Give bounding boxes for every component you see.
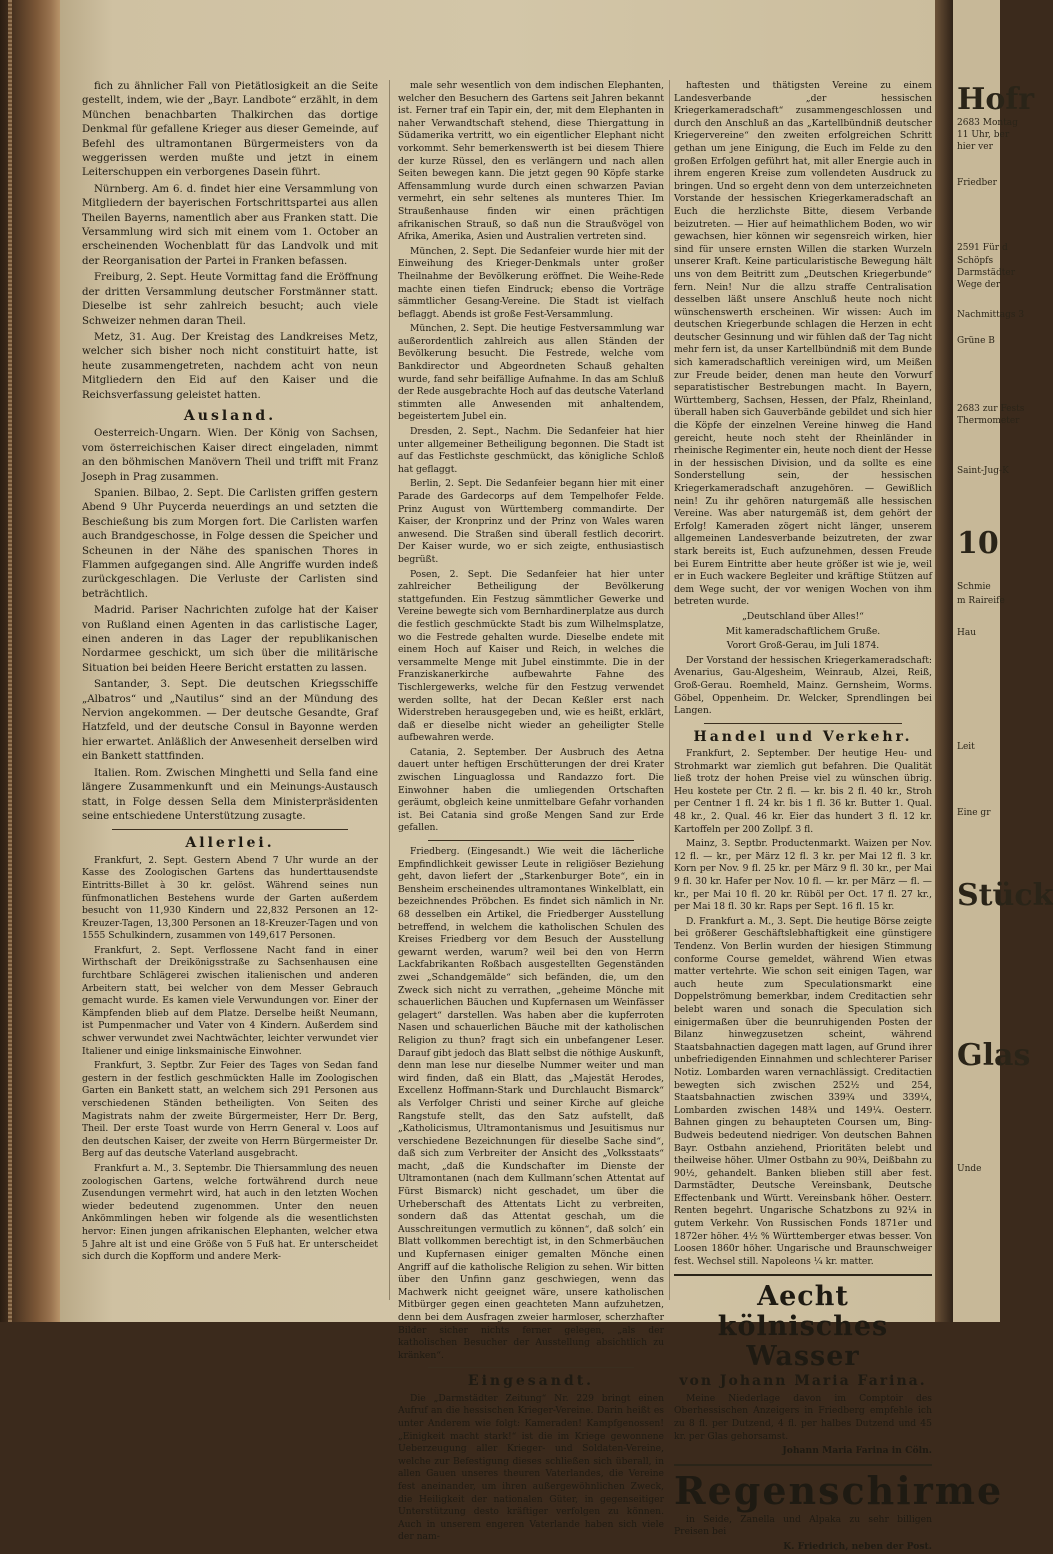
- facing-text: Schmie: [957, 582, 991, 592]
- section-heading-handel: Handel und Verkehr.: [693, 728, 913, 745]
- facing-text: m Raireife: [957, 596, 1005, 606]
- book-spine: [0, 0, 60, 1322]
- section-heading-eingesandt: Eingesandt.: [467, 1373, 595, 1390]
- article-paragraph: fich zu ähnlicher Fall von Pietätlosigkeit an die Seite gestellt, indem, wie der „Bayr. Landbote“ erzählt, in dem München benachbarten Thalkirchen das dortige Denkmal für gefallene Krieger aus dieser Gemeinde, auf Befehl des ultramontanen Bürgermeisters von da weggerissen werden mußte und jetzt in einem Leiterschuppen ein verborgenes Dasein führt.: [82, 81, 378, 179]
- signatories: Der Vorstand der hessischen Kriegerkameradschaft: Avenarius, Gau-Algesheim, Weinraub, Alzei, Reiß, Groß-Gerau. Roemheld, Mainz. Gernsheim, Worms. Göbel, Oppenheim. Dr. Welcker, Sprendlingen bei Langen.: [674, 654, 932, 717]
- article-paragraph: Die „Darmstädter Zeitung“ Nr. 229 bringt einen Aufruf an die hessischen Krieger-Vereine. Darin heißt es unter Anderem wie folgt: Kameraden! Kampfgenossen! „Einigkeit macht stark!“ ist die im Kriege gewonnene Ueberzeugung aller Krieger- und Soldaten-Vereine, welche zur Befestigung dieses schließen sich überall, in allen Gauen unseres theuren Vaterlandes, die Vereine fest aneinander, um ihren außergewöhnlichen Zweck, die Heiligkeit der nationalen Güter, in gegenseitiger Unterstützung desto kräftiger verfolgen zu können. Auch in unserem engeren Vaterlande haben sich viele der nam-: [398, 1392, 664, 1543]
- section-divider: [112, 829, 348, 830]
- article-paragraph: Posen, 2. Sept. Die Sedanfeier hat hier unter zahlreicher Betheiligung der Bevölkerung stattgefunden. Ein Festzug sämmtlicher Gewerke und Vereine bewegte sich vom Bernhardinerplatze aus durch die festlich geschmückte Stadt bis zum Wilhelmsplatze, wo die Festrede gehalten wurde. Dieselbe endete mit einem Hoch auf Kaiser und Reich, in welches die versammelte Menge mit Jubel einstimmte. Die in der Franziskanerkirche aufbewahrte Fahne des Tischlergewerks, welche für den Festzug verwendet werden sollte, hat der Decan Keßler erst nach Widerstreben herausgegeben und, wie es heißt, erklärt, daß er dieselbe nicht wieder an geheiligter Stelle aufbewahren werde.: [398, 568, 664, 744]
- article-paragraph: München, 2. Sept. Die Sedanfeier wurde hier mit der Einweihung des Krieger-Denkmals unter großer Theilnahme der Bevölkerung eröffnet. Die Weihe-Rede machte einen tiefen Eindruck; ebenso die Vorträge sämmtlicher Gesang-Vereine. Die Stadt ist vielfach beflaggt. Abends ist große Fest-Versammlung.: [398, 245, 664, 320]
- facing-text: Nachmittags 3: [957, 310, 1025, 320]
- section-heading-ausland: Ausland.: [183, 407, 277, 424]
- facing-text: Stück: [957, 878, 1053, 913]
- facing-text: Eine gr: [957, 808, 991, 818]
- page-edges: [8, 0, 12, 1322]
- facing-text: 2683 zur Fests: [957, 404, 1025, 414]
- article-paragraph: Spanien. Bilbao, 2. Sept. Die Carlisten griffen gestern Abend 9 Uhr Puycerda neuerdings an und setzten die Beschießung bis zum Morgen fort. Die Carlisten warfen auch Brandgeschosse, in Folge dessen die Speicher und Scheunen in der Nähe des spanischen Thores in Flammen aufgegangen sind. Alle Angriffe wurden indeß zurückgeschlagen. Die Verluste der Carlisten sind beträchtlich.: [82, 487, 378, 600]
- facing-text: Thermometer: [957, 416, 1020, 426]
- book-gutter: [935, 0, 953, 1322]
- article-paragraph: Madrid. Pariser Nachrichten zufolge hat der Kaiser von Rußland einen Agenten in das carlistische Lager, einen anderen in das Lager der republikanischen Nordarmee geschickt, um sich über die militärische Situation bei beiden Heere Bericht erstatten zu lassen.: [82, 605, 378, 674]
- facing-text: Saint-Jug-K: [957, 466, 1009, 476]
- article-paragraph: Oesterreich-Ungarn. Wien. Der König von Sachsen, vom österreichischen Kaiser direct eingeladen, nimmt an den böhmischen Manövern Theil und trifft mit Franz Joseph in Prag zusammen.: [82, 428, 378, 483]
- article-paragraph: Catania, 2. September. Der Ausbruch des Aetna dauert unter heftigen Erschütterungen der drei Krater zwischen Linguaglossa und Randazzo fort. Die Einwohner haben die umliegenden Ortschaften geräumt, obgleich keine unmittelbare Gefahr vorhanden ist. Bei Catania sind große Mengen Sand zur Erde gefallen.: [398, 746, 664, 834]
- ad-title: Regenschirme: [674, 1464, 932, 1512]
- article-paragraph: Italien. Rom. Zwischen Minghetti und Sella fand eine längere Zusammenkunft und ein Meinungs-Austausch statt, in Folge dessen Sella dem Ministerpräsidenten seine entschiedene Unterstützung zusagte.: [82, 767, 378, 822]
- ad-signature: K. Friedrich, neben der Post.: [783, 1541, 932, 1552]
- article-paragraph: München, 2. Sept. Die heutige Festversammlung war außerordentlich zahlreich aus allen Ständen der Bevölkerung besucht. Die Festrede, welche vom Bankdirector und Abgeordneten Schauß gehalten wurde, fand sehr beifällige Aufnahme. In das am Schluß der Rede ausgebrachte Hoch auf das deutsche Vaterland stimmten alle Anwesenden mit anhaltendem, begeistertem Jubel ein.: [398, 323, 664, 423]
- column-rule: [389, 80, 390, 1300]
- motto: „Deutschland über Alles!“: [742, 610, 864, 622]
- facing-text: Hofr: [957, 82, 1035, 117]
- facing-text: Schöpfs: [957, 256, 994, 266]
- facing-text: Unde: [957, 1164, 982, 1174]
- ad-text: in Seide, Zanella und Alpaka zu sehr billigen Preisen bei: [674, 1513, 932, 1538]
- article-paragraph: Freiburg, 2. Sept. Heute Vormittag fand die Eröffnung der dritten Versammlung deutscher Forstmänner statt. Dieselbe ist sehr zahlreich besucht; auch viele Schweizer nehmen daran Theil.: [82, 272, 378, 327]
- facing-text: Darmstädter: [957, 268, 1016, 278]
- facing-text: hier ver: [957, 142, 993, 152]
- section-divider: [428, 1367, 634, 1368]
- facing-text: 2683 Montag: [957, 118, 1018, 128]
- ad-subtitle: von Johann Maria Farina.: [679, 1373, 927, 1390]
- dateline: Vorort Groß-Gerau, im Juli 1874.: [726, 640, 880, 652]
- column-2: [398, 80, 664, 1543]
- section-divider: [704, 723, 902, 724]
- facing-text: 10: [957, 526, 999, 561]
- article-paragraph: Dresden, 2. Sept., Nachm. Die Sedanfeier hat hier unter allgemeiner Betheiligung begonnen. Die Stadt ist auf das Festlichste geschmückt, das königliche Schloß hat geflaggt.: [398, 426, 664, 475]
- market-report: Frankfurt, 2. September. Der heutige Heu- und Strohmarkt war ziemlich gut befahren. Die Qualität ließ trotz der hohen Preise viel zu wünschen übrig. Heu kostete per Ctr. 2 fl. — kr. bis 2 fl. 40 kr., Stroh per Centner 1 fl. 24 kr. bis 1 fl. 36 kr. Butter 1. Qual. 48 kr., 2. Qual. 46 kr. Eier das hundert 3 fl. 12 kr. Kartoffeln per 200 Zollpf. 3 fl.: [674, 748, 932, 835]
- facing-text: Friedber: [957, 178, 997, 188]
- article-paragraph: Metz, 31. Aug. Der Kreistag des Landkreises Metz, welcher sich bisher noch nicht constituirt hatte, ist heute zusammengetreten, nachdem acht von neun Mitgliedern den Eid auf den Kaiser und die Reichsverfassung geleistet hatten.: [82, 331, 378, 401]
- facing-text: Grüne B: [957, 336, 995, 346]
- ad-text: Meine Niederlage davon im Comptoir des Oberhessischen Anzeigers in Friedberg empfehle ich zu 8 fl. per Dutzend, 4 fl. per halbes Dutzend und 45 kr. per Glas gehorsamst.: [674, 1392, 932, 1442]
- article-paragraph: Berlin, 2. Sept. Die Sedanfeier begann hier mit einer Parade des Gardecorps auf dem Tempelhofer Felde. Prinz August von Württemberg commandirte. Der Kaiser, der Kronprinz und der Prinz von Wales waren anwesend. Die Straßen sind überall festlich decorirt. Der Kaiser wurde, wo er sich zeigte, enthusiastisch begrüßt.: [398, 478, 664, 565]
- ad-signature: Johann Maria Farina in Cöln.: [782, 1445, 932, 1457]
- greeting: Mit kameradschaftlichem Gruße.: [725, 625, 881, 637]
- article-paragraph: Frankfurt, 2. Sept. Gestern Abend 7 Uhr wurde an der Kasse des Zoologischen Gartens das hunderttausendste Eintritts-Billet à 30 kr. gelöst. Während seines nun fünfmonatlichen Bestehens wurde der Garten außerdem besucht von 11,930 Kindern und 22,832 Personen an 12-Kreuzer-Tagen, 13,300 Personen an 18-Kreuzer-Tagen und von 1555 Schulkindern, zusammen von 149,617 Personen.: [82, 854, 378, 942]
- facing-text: Leit: [957, 742, 975, 752]
- advertisement-umbrellas: [674, 1464, 1004, 1554]
- facing-text: Glas: [957, 1038, 1031, 1073]
- article-paragraph: Friedberg. (Eingesandt.) Wie weit die lächerliche Empfindlichkeit gewisser Leute in religiöser Beziehung geht, davon liefert der „Starkenburger Bote“, ein in Bensheim erscheinendes ultramontanes Winkelblatt, ein bezeichnendes Pröbchen. Es findet sich nämlich in Nr. 68 desselben ein Artikel, die Friedberger Ausstellung betreffend, in welchem die katholischen Schulen des Kreises Friedberg vor dem Besuch der Ausstellung gewarnt werden, warum? weil bei den von Herrn Lackfabrikanten Roßbach ausgestellten Gegenständen zwei „Schandgemälde“ sich befänden, die, um den Zweck sich nicht zu verrathen, „geheime Mönche mit schauerlichen Bäuchen und Kupfernasen um Weinfässer gelagert“ darstellen. Was haben aber die kupferroten Nasen und schauerlichen Bäuche mit der katholischen Religion zu thun? fragt sich ein unbefangener Leser. Darauf gibt jedoch das Blatt selbst die nöthige Auskunft, denn man lese nur dieselbe Nummer weiter und man wird finden, daß ein Blatt, das „Majestät Herodes, Excellenz Hoffmann-Stark und Durchlaucht Bismarck“ als Verfolger Christi und seiner Kirche auf gleiche Rangstufe stellt, das den Satz aufstellt, daß „Katholicismus, Ultramontanismus und Jesuitismus nur verschiedene Bezeichnungen für dieselbe Sache sind“, daß sich zum Verbreiter der Ansicht des „Volksstaats“ macht, „daß die Kundschafter im Dienste der Ultramontanen (nach dem Kullmann’schen Attentat auf Fürst Bismarck) nicht geschadet, um über die Urheberschaft des Attentats Licht zu verbreiten, sondern daß das Attentat geschah, um die Ausschreitungen vermutlich zu können“, daß solch’ ein Blatt vollkommen berechtigt ist, in den Schmerbäuchen und Kupfernasen einiger gemalten Mönche einen Angriff auf die katholische Religion zu sehen. Wir bitten über den Unfinn ganz geschwiegen, wenn das Machwerk nicht geeignet wäre, unsere katholischen Mitbürger gegen einen geachteten Mann aufzuhetzen, denn bei dem Ausfragen zweier harmloser, scherzhafter Bilder sicher nichts ferner gelegen, „als der katholischen Besucher der Ausstellung absichtlich zu kränken“.: [398, 846, 664, 1361]
- article-paragraph: haftesten und thätigsten Vereine zu einem Landesverbande „der hessischen Kriegerkameradschaft“ zusammengeschlossen und durch den Anschluß an das „Kartellbündniß deutscher Kriegervereine“ den zweiten erfolgreichen Schritt gethan um jene Einigung, die Euch im Felde zu den großen Erfolgen geführt hat, mit aller Energie auch in ihrem engeren Kreise zum vollendeten Ausdruck zu bringen. Und so ergeht denn von dem unterzeichneten Vorstande der hessischen Kriegerkameradschaft an Euch die herzlichste Bitte, diesem Verbande beizutreten. — Hier auf heimathlichem Boden, wo wir gewachsen, hier können wir segensreich wirken, hier sind für unsere ernsten Willen die starken Wurzeln unserer Kraft. Keine particularistische Bewegung hält uns von dem Beitritt zum „Deutschen Kriegerbunde“ fern. Nein! Nur die allzu straffe Centralisation desselben läßt unsere Anschluß heute noch nicht wünschenswerth erscheinen. Wir wissen: Auch im deutschen Kriegerbunde schlagen die Herzen in echt deutscher Gesinnung und wir fühlen daß der Tag nicht mehr fern ist, da unser Kartellbündniß mit dem Bunde sich kameradschaftlich vereinigen wird, um Meißen zur Freude beider, denen man heute den Vorwurf separatistischer Bestrebungen macht. In Bayern, Württemberg, Sachsen, Hessen, der Pfalz, Rheinland, überall haben sich Gauverbände gebildet und sich hier die Köpfe der einzelnen Vereine hinweg die Hand gereicht, heute noch steht der Rheinländer in rheinische Regimenter ein, heute noch dient der Hesse in der hessischen Division, und da sollte es eine Sonderstellung sein, der hessischen Kriegerkameradschaft anzugehören. — Gewißlich nein! Zu ihr gehören naturgemäß alle hessischen Vereine. Was aber naturgemäß ist, dem gehört der Erfolg! Kameraden zögert nicht länger, unserem allgemeinen Landesverbande beizutreten, der zwar stark bereits ist, Euch aufzunehmen, dessen Freude bei Eurem Eintritte aber heute größer ist wie je, weil er in Euch wackere Begleiter und kräftige Stützen auf dem Wege sucht, der vor wenigen Wochen von ihm betreten wurde.: [674, 80, 932, 608]
- market-report: Mainz, 3. Septbr. Productenmarkt. Waizen per Nov. 12 fl. — kr., per März 12 fl. 3 kr. per Mai 12 fl. 3 kr. Korn per Nov. 9 fl. 25 kr. per März 9 fl. 30 kr., per Mai 9 fl. 30 kr. Hafer per Nov. 10 fl. — kr. per März — fl. — kr., per Mai 10 fl. 20 kr. Rüböl per Oct. 17 fl. 27 kr., per Mai 18 fl. 30 kr. Raps per Sept. 16 fl. 15 kr.: [674, 838, 932, 913]
- section-divider: [428, 840, 634, 841]
- article-paragraph: male sehr wesentlich von dem indischen Elephanten, welcher den Besuchern des Gartens seit Jahren bekannt ist. Ferner traf ein Tapir ein, der, mit dem Elephanten in naher Verwandtschaft stehend, diese Thiergattung in Südamerika vertritt, wo ein eigentlicher Elephant nicht vorkommt. Sehr bemerkenswerth ist bei diesem Thiere der kurze Rüssel, den es verlängern und nach allen Seiten bewegen kann. Die jetzt gegen 90 Köpfe starke Affensammlung wurde durch einen schwarzen Pavian vermehrt, ein sehr seltenes als munteres Thier. Im Straußenhause finden wir einen prächtigen afrikanischen Strauß, so daß nun die Straußvögel von Afrika, Amerika, Asien und Australien vertreten sind.: [398, 80, 664, 243]
- article-paragraph: Frankfurt a. M., 3. Septembr. Die Thiersammlung des neuen zoologischen Gartens, welche fortwährend durch neue Zusendungen vermehrt wird, hat auch in den letzten Wochen wieder bedeutend zugenommen. Unter den neuen Ankömmlingen heben wir folgende als die wesentlichsten hervor: Einen jungen afrikanischen Elephanten, welcher etwa 5 Jahre alt ist und eine Größe von 5 Fuß hat. Er unterscheidet sich durch die Kopfform und andere Merk-: [82, 1162, 378, 1263]
- column-1: [82, 80, 378, 1302]
- column-rule: [669, 80, 670, 1300]
- section-heading-allerlei: Allerlei.: [185, 835, 275, 852]
- article-paragraph: Frankfurt, 2. Sept. Verflossene Nacht fand in einer Wirthschaft der Dreikönigsstraße zu Sachsenhausen eine furchtbare Schlägerei zwischen italienischen und anderen Arbeitern statt, bei welcher von dem Messer Gebrauch gemacht wurde. Es kamen viele Verwundungen vor. Einer der Kämpfenden blieb auf dem Platze. Derselbe heißt Neumann, ist Pumpenmacher und Vater von 4 Kindern. Außerdem sind schwer verwundet zwei Nachtwächter, leichter verwundet vier Italiener und einige linksmainische Einwohner.: [82, 944, 378, 1057]
- ad-title: Aecht kölnisches Wasser: [717, 1281, 889, 1373]
- facing-text: 2591 Für d: [957, 243, 1008, 253]
- facing-text: Wege der: [957, 280, 1001, 290]
- article-paragraph: Frankfurt, 3. Septbr. Zur Feier des Tages von Sedan fand gestern in der festlich geschmückten Halle im Zoologischen Garten ein Bankett statt, an welchem sich 291 Personen aus verschiedenen Ständen betheiligten. Von Seiten des Magistrats nahm der zweite Bürgermeister, Herr Dr. Berg, Theil. Der erste Toast wurde von Herrn General v. Loos auf den deutschen Kaiser, der zweite von Herrn Bürgermeister Dr. Berg auf das deutsche Vaterland ausgebracht.: [82, 1060, 378, 1160]
- market-report: D. Frankfurt a. M., 3. Sept. Die heutige Börse zeigte bei größerer Geschäftslebhaftigkeit eine günstigere Tendenz. Von Berlin wurden der hiesigen Stimmung conforme Course gemeldet, während Wien etwas matter vertehrte. Wie schon seit einigen Tagen, war auch heute zum Speculationsmarkt eine Doppelströmung bemerkbar, indem Creditactien sehr belebt waren und sonach die Speculation sich einigermaßen über die beunruhigenden Posten der Bilanz hinwegzusetzen scheint, während Staatsbahnactien dagegen matt lagen, auf Grund ihrer unbefriedigenden Einnahmen und schlechterer Pariser Notiz. Lombarden waren vernachlässigt. Creditactien bewegten sich zwischen 252½ und 254, Staatsbahnactien zwischen 339¾ und 339¼, Lombarden zwischen 148¾ und 149¼. Oesterr. Bahnen gingen zu behaupteten Coursen um, Bing-Budweis bedeutend niedriger. Von deutschen Bahnen Bayr. Ostbahn anziehend, Prioritäten belebt und theilweise höher. Ulmer Ostbahn zu 90¾, Deißbahn zu 90½, gehandelt. Banken blieben still aber fest. Darmstädter, Deutsche Vereinsbank, Deutsche Effectenbank und Württ. Vereinsbank höher. Oesterr. Renten begehrt. Ungarische Schatzbons zu 92¼ in gutem Verkehr. Von Russischen Fonds 1871er und 1872er höher. 4½ % Württemberger etwas besser. Von Loosen 1860r höher. Ungarische und Braunschweiger fest. Wechsel still. Napoleons ¼ kr. matter.: [674, 915, 932, 1267]
- facing-page-fragment: [953, 0, 1053, 1322]
- article-paragraph: Nürnberg. Am 6. d. findet hier eine Versammlung von Mitgliedern der bayerischen Fortschrittspartei aus allen Theilen Bayerns, namentlich aber aus Franken statt. Die Versammlung wird sich mit einem vom 1. October an erscheinenden Wochenblatt für das Landvolk und mit der Reorganisation der Partei in Franken befassen.: [82, 183, 378, 267]
- advertisement-cologne-water: [674, 1274, 932, 1457]
- facing-text: Hau: [957, 628, 977, 638]
- article-paragraph: Santander, 3. Sept. Die deutschen Kriegsschiffe „Albatros“ und „Nautilus“ sind an der Mündung des Nervion angekommen. — Der deutsche Gesandte, Graf Hatzfeld, und der deutsche Consul in Bayonne werden hier erwartet. Anläßlich der Anwesenheit derselben wird ein Bankett stattfinden.: [82, 679, 378, 763]
- facing-text: 11 Uhr, ber: [957, 130, 1010, 140]
